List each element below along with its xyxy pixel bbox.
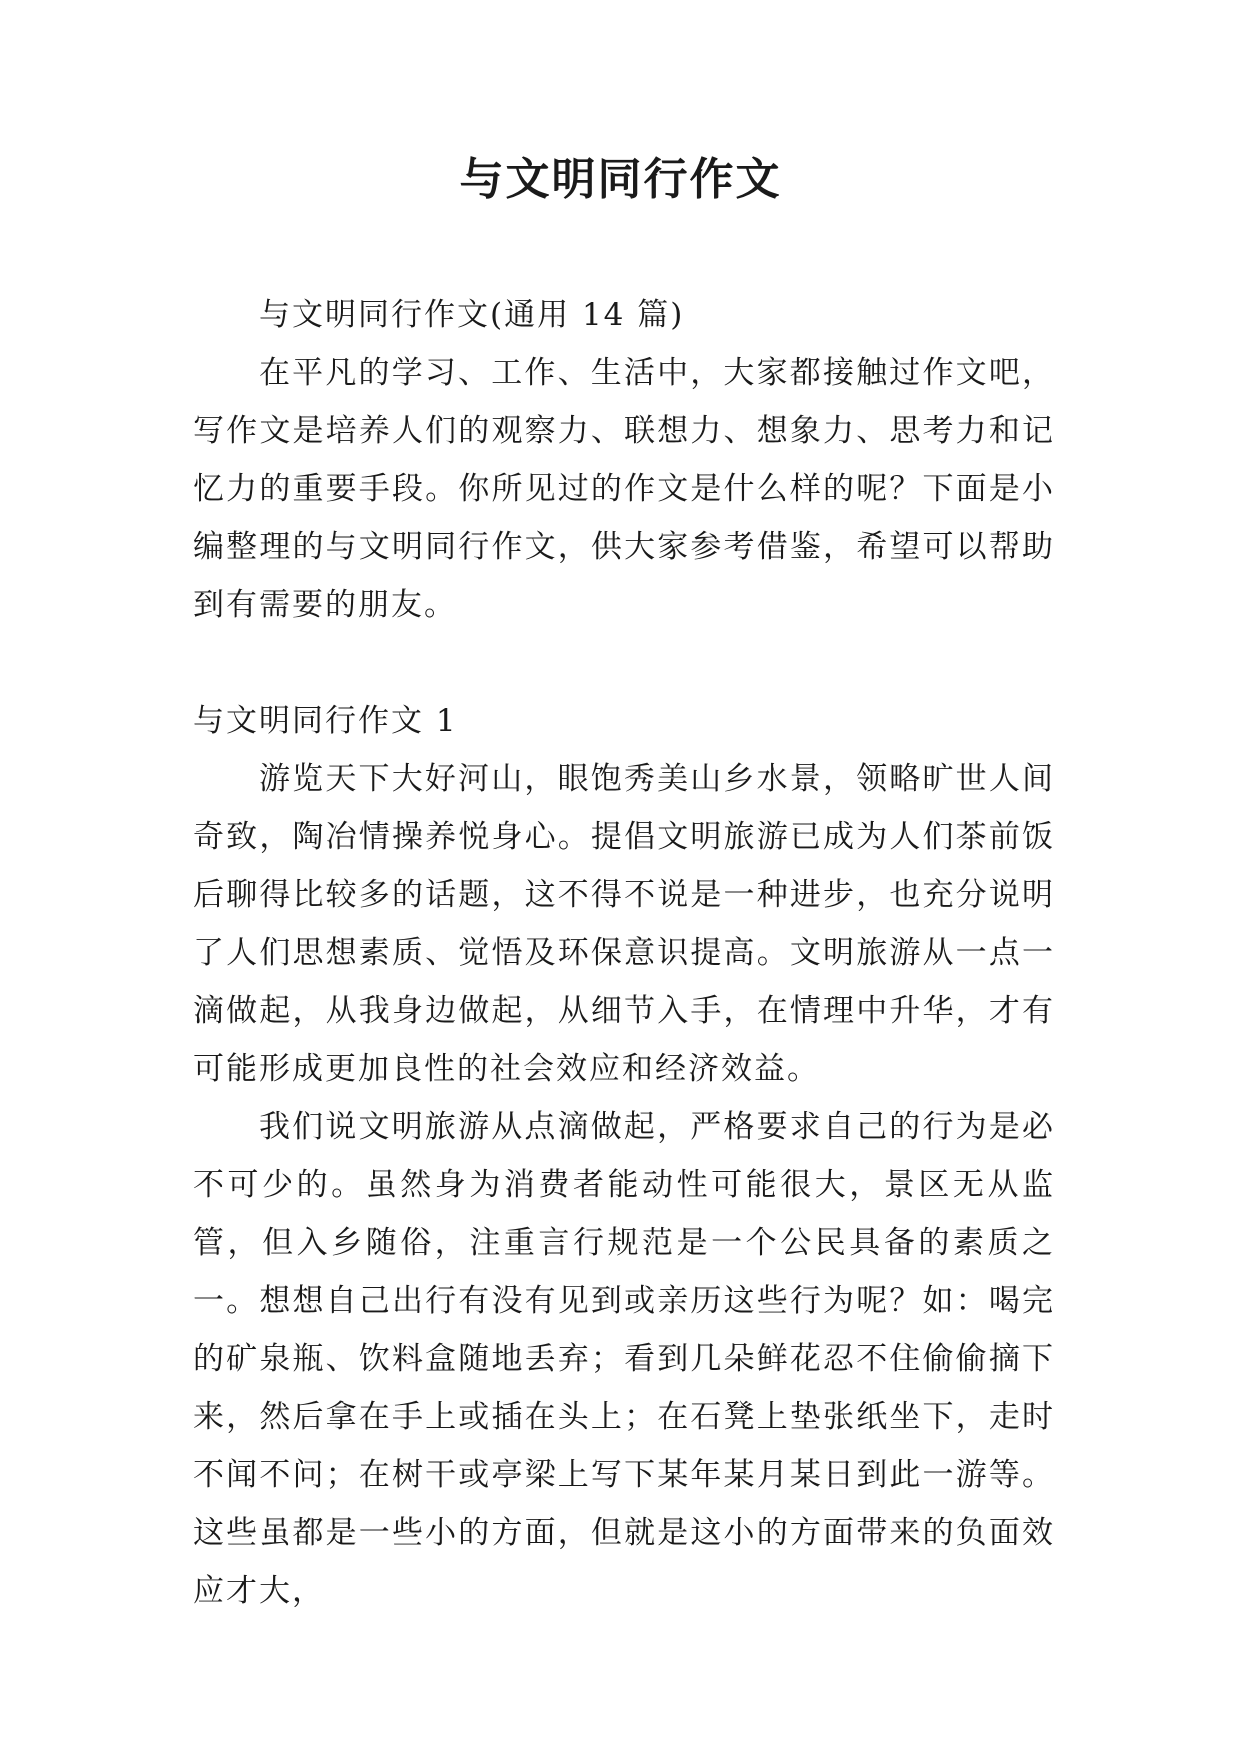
document-subtitle: 与文明同行作文(通用 14 篇) <box>259 297 685 333</box>
section-paragraph: 我们说文明旅游从点滴做起，严格要求自己的行为是必不可少的。虽然身为消费者能动性可能很大，景区无从监管，但入乡随俗，注重言行规范是一个公民具备的素质之一。想想自己出行有没有见到或亲历这些行为呢？如：喝完的矿泉瓶、饮料盒随地丢弃；看到几朵鲜花忍不住偷偷摘下来，然后拿在手上或插在头上；在石凳上垫张纸坐下，走时不闻不问；在树干或亭梁上写下某年某月某日到此一游等。这些虽都是一些小的方面，但就是这小的方面带来的负面效应才大， <box>193 1109 1055 1609</box>
document-body <box>193 286 1055 1620</box>
intro-paragraph: 在平凡的学习、工作、生活中，大家都接触过作文吧，写作文是培养人们的观察力、联想力、想象力、思考力和记忆力的重要手段。你所见过的作文是什么样的呢？下面是小编整理的与文明同行作文，供大家参考借鉴，希望可以帮助到有需要的朋友。 <box>193 355 1055 623</box>
section-heading: 与文明同行作文 1 <box>193 703 458 739</box>
section-paragraph: 游览天下大好河山，眼饱秀美山乡水景，领略旷世人间奇致，陶冶情操养悦身心。提倡文明旅游已成为人们茶前饭后聊得比较多的话题，这不得不说是一种进步，也充分说明了人们思想素质、觉悟及环保意识提高。文明旅游从一点一滴做起，从我身边做起，从细节入手，在情理中升华，才有可能形成更加良性的社会效应和经济效益。 <box>193 761 1055 1087</box>
document-title: 与文明同行作文 <box>459 154 782 205</box>
